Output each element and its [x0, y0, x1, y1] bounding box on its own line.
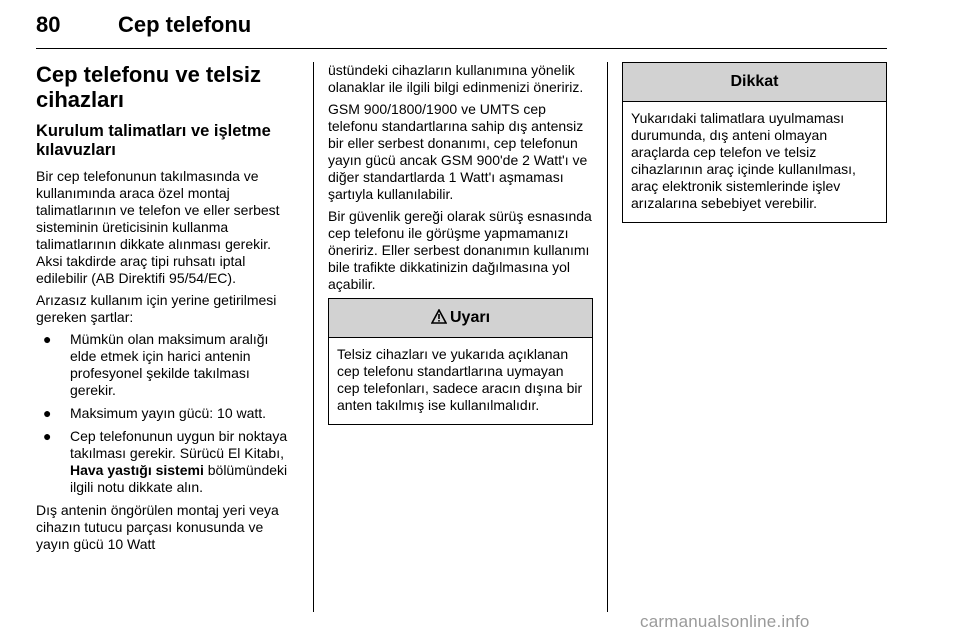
column-divider — [313, 62, 314, 612]
caution-body — [623, 102, 886, 222]
warning-box — [328, 298, 593, 425]
warning-body — [329, 338, 592, 424]
header-rule — [36, 48, 887, 49]
paragraph: Arızasız kullanım için yerine getirilmesi gereken şartlar: — [36, 292, 277, 325]
list-item — [36, 331, 298, 399]
requirements-list — [36, 331, 298, 496]
column-divider — [607, 62, 608, 612]
section-subtitle: Kurulum talimatları ve işletme kılavuzları — [36, 122, 271, 159]
cross-reference: Hava yastığı sistemi — [70, 462, 204, 478]
list-item — [36, 428, 298, 496]
page-number: 80 — [36, 12, 61, 37]
warning-triangle-icon — [431, 301, 447, 339]
paragraph: Dış antenin öngörülen montaj yeri veya cihazın tutucu parçası konusunda ve yayın gücü 10 Watt — [36, 502, 279, 552]
bullet-icon: ● — [43, 331, 52, 347]
section-title: Cep telefonu ve telsiz cihazları — [36, 62, 261, 112]
column-3 — [622, 62, 887, 223]
paragraph: üstündeki cihazların kullanımına yönelik olanaklar ile ilgili bilgi edinmenizi öneririz. — [328, 62, 584, 95]
warning-title: Uyarı — [449, 309, 491, 326]
column-2 — [328, 62, 593, 425]
page-header — [36, 4, 887, 46]
list-item-text: Maksimum yayın gücü: 10 watt. — [70, 405, 267, 421]
watermark: carmanualsonline.info — [640, 612, 810, 631]
column-1 — [36, 62, 298, 558]
bullet-icon: ● — [43, 405, 52, 421]
paragraph: Bir cep telefonunun takılmasında ve kullanımında araca özel montaj talimatlarının ve telefon ve eller serbest sisteminin üreticisinin kullanma talimatlarının dikkate alınması gerekir. Aksi takdirde araç tipi ruhsatı iptal edilebilir (AB Direktifi 95/54/EC). — [36, 168, 280, 286]
caution-text: Yukarıdaki talimatlara uyulmaması durumunda, dış anteni olmayan araçlarda cep telefon ve telsiz cihazlarının araç içinde kullanılması, araç elektronik sistemlerinde işlev arızalarına sebebiyet verebilir. — [631, 110, 856, 211]
caution-header: Dikkat — [623, 63, 886, 102]
list-item-text: bölümündeki ilgili notu dikkate alın. — [70, 462, 288, 495]
warning-header — [329, 299, 592, 338]
chapter-title: Cep telefonu — [118, 12, 252, 37]
caution-box — [622, 62, 887, 223]
list-item-text: Cep telefonunun uygun bir noktaya takılması gerekir. Sürücü El Kitabı, — [70, 428, 288, 461]
list-item-text: Mümkün olan maksimum aralığı elde etmek için harici antenin profesyonel şekilde takılması gerekir. — [70, 331, 269, 398]
bullet-icon: ● — [43, 428, 52, 444]
paragraph: Bir güvenlik gereği olarak sürüş esnasında cep telefonu ile görüşme yapmamanızı öneririz. Eller serbest donanımın kullanımı bile trafikte dikkatinizin dağılmasına yol açabilir. — [328, 208, 592, 292]
warning-text: Telsiz cihazları ve yukarıda açıklanan cep telefonu standartlarına uymayan cep telefonları, sadece aracın dışına bir anten takılmış ise kullanılmalıdır. — [337, 346, 583, 413]
paragraph: GSM 900/1800/1900 ve UMTS cep telefonu standartlarına sahip dış antensiz bir eller serbest donanımı, cep telefonun yayın gücü ancak GSM 900'de 2 Watt'ı ve diğer standartlarda 1 Watt'ı aşmaması şartıyla kullanılabilir. — [328, 101, 588, 202]
list-item — [36, 405, 298, 422]
